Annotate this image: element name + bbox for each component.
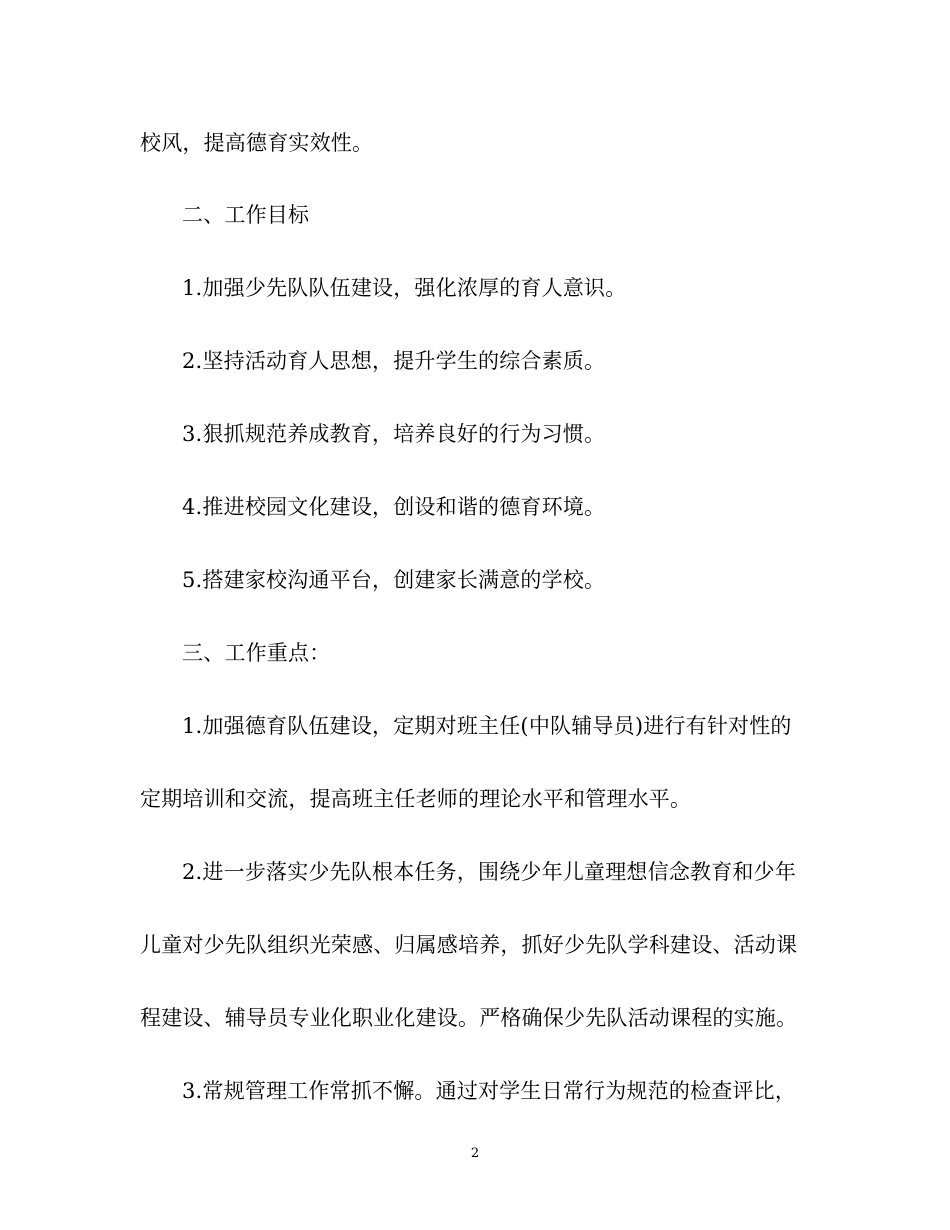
list-item: 2.坚持活动育人思想，提升学生的综合素质。 <box>182 349 606 373</box>
paragraph-line: 2.进一步落实少先队根本任务，围绕少年儿童理想信念教育和少年 <box>182 860 797 884</box>
paragraph-line: 1.加强德育队伍建设，定期对班主任(中队辅导员)进行有针对性的 <box>182 714 792 738</box>
section-heading: 二、工作目标 <box>182 203 310 227</box>
section-heading: 三、工作重点： <box>182 641 331 665</box>
paragraph-line: 3.常规管理工作常抓不懈。通过对学生日常行为规范的检查评比， <box>182 1079 797 1103</box>
list-item: 4.推进校园文化建设，创设和谐的德育环境。 <box>182 495 606 519</box>
paragraph-line: 儿童对少先队组织光荣感、归属感培养，抓好少先队学科建设、活动课 <box>140 933 798 957</box>
list-item: 1.加强少先队队伍建设，强化浓厚的育人意识。 <box>182 276 627 300</box>
list-item: 3.狠抓规范养成教育，培养良好的行为习惯。 <box>182 422 606 446</box>
page-number: 2 <box>470 1146 480 1161</box>
paragraph-line: 定期培训和交流，提高班主任老师的理论水平和管理水平。 <box>140 787 692 811</box>
paragraph-line: 校风，提高德育实效性。 <box>140 131 374 155</box>
list-item: 5.搭建家校沟通平台，创建家长满意的学校。 <box>182 568 606 592</box>
paragraph-line: 程建设、辅导员专业化职业化建设。严格确保少先队活动课程的实施。 <box>140 1006 798 1030</box>
